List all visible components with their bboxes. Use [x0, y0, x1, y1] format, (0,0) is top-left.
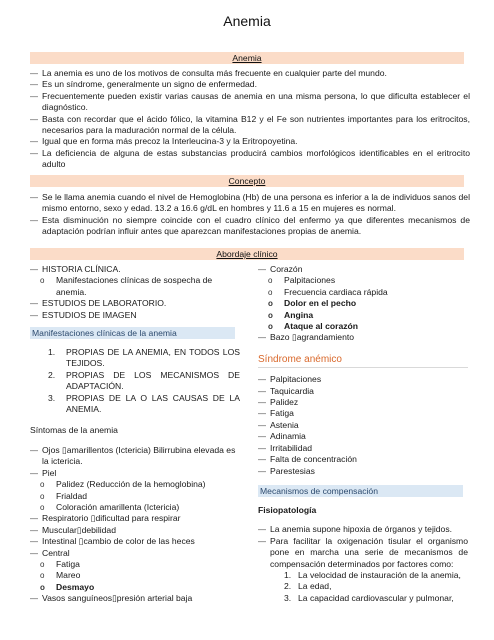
list-item: — La deficiencia de alguna de estas substancias producirá cambios morfológicos identificables en el eritrocito adulto [30, 148, 470, 171]
list-item [30, 548, 240, 594]
sub-item: o Palidez (Reducción de la hemoglobina) [30, 479, 240, 490]
list-item: — Es un síndrome, generalmente un signo de enfermedad. [30, 79, 470, 90]
page-title: Anemia [223, 13, 271, 29]
item-number: 3. [48, 392, 56, 403]
sub-item: o Ataque al corazón [258, 321, 468, 332]
numbered-item [284, 570, 468, 581]
factores-list [258, 570, 468, 604]
list-item: — Fatiga [258, 408, 468, 419]
sintomas-list [30, 445, 240, 605]
sub-item: o Angina [258, 310, 468, 321]
list-item: — Ojos ▯amarillentos (Ictericia) Bilirrubina elevada es la ictericia. [30, 445, 240, 468]
list-item [30, 264, 240, 298]
item-text: PROPIAS DE LA ANEMIA, EN TODOS LOS TEJIDOS. [66, 347, 240, 369]
list-item: — Se le llama anemia cuando el nivel de Hemoglobina (Hb) de una persona es inferior a la de individuos sanos del mismo entorno, sexo y edad. 13.2 a 16.6 g/dL en hombres y 11.6 a 15 en mujeres es normal. [30, 192, 470, 215]
item-number: 3. [284, 592, 292, 603]
list-item [30, 468, 240, 514]
list-item: — Palidez [258, 397, 468, 408]
sub-item: o Mareo [30, 570, 240, 581]
list-item: — Frecuentemente pueden existir varias causas de anemia en una misma persona, lo que dificulta establecer el diagnóstico. [30, 91, 470, 114]
list-item-label: Central [42, 547, 70, 558]
sintomas-header: Síntomas de la anemia [30, 425, 118, 436]
numbered-item [48, 393, 240, 416]
left-column [30, 264, 240, 605]
item-number: 2. [284, 581, 292, 592]
sub-item: o Desmayo [30, 582, 240, 593]
list-item: — Igual que en forma más precoz la Interleucina-3 y la Eritropoyetina. [30, 136, 470, 147]
sub-item: o Palpitaciones [258, 275, 468, 286]
sub-item: o Fatiga [30, 559, 240, 570]
anemia-list [30, 68, 470, 171]
list-item: — Bazo ▯agrandamiento [258, 332, 468, 343]
list-item [258, 264, 468, 332]
list-item: — Irritabilidad [258, 443, 468, 454]
list-item: — Esta disminución no siempre coincide con el cuadro clínico del enfermo ya que diferentes mecanismos de adaptación podrían influir antes que aparezcan manifestaciones propias de anemia. [30, 215, 470, 238]
item-number: 1. [48, 347, 56, 358]
list-item: — Respiratorio ▯dificultad para respirar [30, 513, 240, 524]
sub-item: o Frialdad [30, 491, 240, 502]
sub-list [30, 275, 240, 298]
list-item: — ESTUDIOS DE LABORATORIO. [30, 298, 240, 309]
list-item: — Vasos sanguíneos▯presión arterial baja [30, 593, 240, 604]
item-text: PROPIAS DE LOS MECANISMOS DE ADAPTACIÓN. [66, 369, 240, 392]
numbered-item [48, 347, 240, 370]
item-text: La capacidad cardiovascular y pulmonar, [298, 592, 454, 603]
numbered-item [284, 581, 468, 592]
list-item: — Adinamia [258, 431, 468, 442]
sub-list [258, 275, 468, 332]
sub-item: o Coloración amarillenta (Ictericia) [30, 502, 240, 513]
item-text: La velocidad de instauración de la anemia, [298, 569, 461, 580]
list-item: — Taquicardia [258, 386, 468, 397]
list-item-label: Corazón [270, 264, 303, 274]
sub-item: o Frecuencia cardiaca rápida [258, 287, 468, 298]
sub-item: o Manifestaciones clínicas de sospecha de anemia. [30, 275, 240, 298]
list-item-text: Para facilitar la oxigenación tisular el organismo pone en marcha una serie de mecanismos de compensación determinados por factores como: [270, 535, 468, 569]
sindrome-list [258, 374, 468, 477]
section-header-anemia: Anemia [30, 52, 464, 64]
list-item: — La anemia supone hipoxia de órganos y tejidos. [258, 524, 468, 535]
organos-list [258, 264, 468, 344]
list-item: — Falta de concentración [258, 454, 468, 465]
sub-list [30, 559, 240, 593]
fisio-list [258, 524, 468, 604]
list-item: — Muscular▯debilidad [30, 525, 240, 536]
item-text: La edad, [298, 581, 332, 592]
manifestaciones-list [30, 347, 240, 415]
item-number: 1. [284, 569, 292, 580]
list-item [258, 536, 468, 604]
item-text: PROPIAS DE LA O LAS CAUSAS DE LA ANEMIA. [66, 392, 240, 415]
fisiopatologia-heading: Fisiopatología [258, 504, 317, 515]
right-column [258, 264, 468, 604]
list-item-label: HISTORIA CLÍNICA. [42, 264, 121, 274]
list-item: — La anemia es uno de los motivos de consulta más frecuente en cualquier parte del mundo. [30, 68, 470, 79]
mecanismos-header: Mecanismos de compensación [258, 485, 463, 497]
list-item: — Palpitaciones [258, 374, 468, 385]
list-item: — Intestinal ▯cambio de color de las heces [30, 536, 240, 547]
list-item: — ESTUDIOS DE IMAGEN [30, 310, 240, 321]
sub-list [30, 479, 240, 513]
concepto-list [30, 192, 470, 238]
list-item: — Parestesias [258, 466, 468, 477]
list-item: — Basta con recordar que el ácido fólico, la vitamina B12 y el Fe son nutrientes importantes para los eritrocitos, necesarios para la maduración normal de la célula. [30, 114, 470, 137]
manifestaciones-header: Manifestaciones clínicas de la anemia [30, 327, 235, 339]
item-number: 2. [48, 369, 56, 380]
list-item: — Astenia [258, 420, 468, 431]
numbered-item [48, 370, 240, 393]
numbered-item [284, 593, 468, 604]
sub-item: o Dolor en el pecho [258, 298, 468, 309]
sindrome-header: Síndrome anémico [258, 354, 468, 368]
section-header-abordaje: Abordaje clínico [30, 248, 464, 260]
section-header-concepto: Concepto [30, 175, 464, 187]
abordaje-list [30, 264, 240, 321]
list-item-label: Piel [42, 467, 57, 478]
